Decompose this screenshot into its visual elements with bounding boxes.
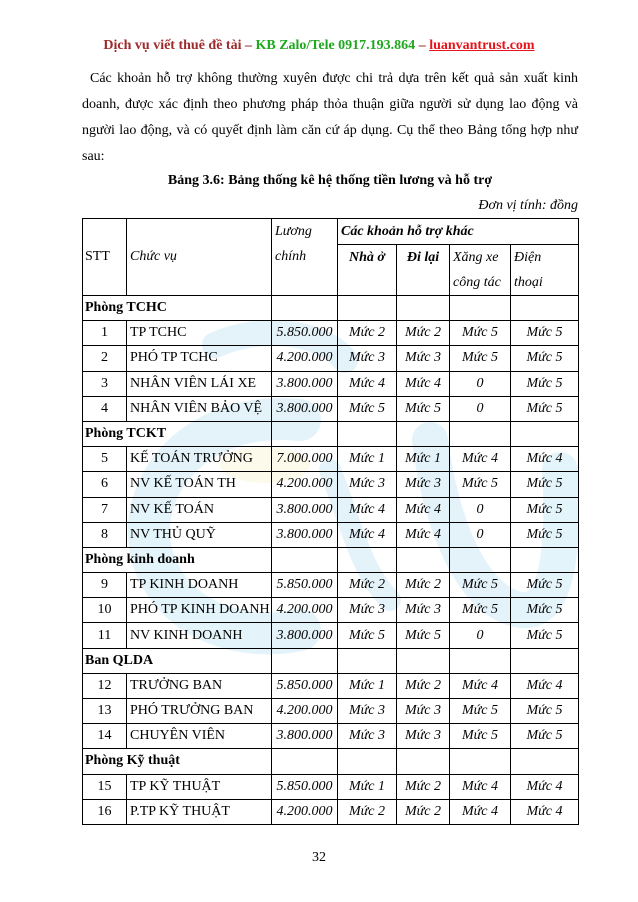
cell-stt: 16 — [83, 799, 127, 824]
table-header-row — [83, 219, 579, 245]
empty-cell — [511, 296, 579, 321]
cell-travel: Mức 4 — [397, 497, 450, 522]
empty-cell — [511, 648, 579, 673]
table-row — [83, 472, 579, 497]
cell-travel: Mức 3 — [397, 699, 450, 724]
cell-position: TP KỸ THUẬT — [127, 774, 272, 799]
table-body — [83, 296, 579, 825]
unit-note: Đơn vị tính: đồng — [478, 198, 578, 213]
cell-housing: Mức 3 — [338, 346, 397, 371]
empty-cell — [450, 421, 511, 446]
header-fuel-line: công tác — [453, 275, 501, 290]
empty-cell — [397, 648, 450, 673]
empty-cell — [511, 749, 579, 774]
group-row — [83, 648, 579, 673]
cell-fuel: Mức 4 — [450, 799, 511, 824]
cell-fuel: Mức 5 — [450, 724, 511, 749]
cell-phone: Mức 5 — [511, 371, 579, 396]
empty-cell — [450, 547, 511, 572]
cell-stt: 3 — [83, 371, 127, 396]
table-row — [83, 447, 579, 472]
cell-salary: 4.200.000 — [272, 346, 338, 371]
cell-fuel: Mức 5 — [450, 321, 511, 346]
cell-phone: Mức 4 — [511, 673, 579, 698]
empty-cell — [397, 749, 450, 774]
group-name: Phòng TCHC — [83, 296, 272, 321]
cell-salary: 4.200.000 — [272, 472, 338, 497]
empty-cell — [272, 421, 338, 446]
cell-fuel: Mức 5 — [450, 598, 511, 623]
cell-phone: Mức 5 — [511, 472, 579, 497]
cell-stt: 10 — [83, 598, 127, 623]
cell-salary: 5.850.000 — [272, 321, 338, 346]
cell-travel: Mức 5 — [397, 396, 450, 421]
cell-fuel: Mức 5 — [450, 573, 511, 598]
cell-fuel: Mức 4 — [450, 774, 511, 799]
empty-cell — [272, 296, 338, 321]
cell-salary: 3.800.000 — [272, 522, 338, 547]
cell-position: TP KINH DOANH — [127, 573, 272, 598]
cell-housing: Mức 4 — [338, 497, 397, 522]
cell-travel: Mức 3 — [397, 724, 450, 749]
empty-cell — [338, 296, 397, 321]
table-row — [83, 724, 579, 749]
table-row — [83, 522, 579, 547]
cell-housing: Mức 2 — [338, 799, 397, 824]
cell-position: PHÓ TP TCHC — [127, 346, 272, 371]
header-travel: Đi lại — [397, 245, 450, 296]
body-paragraph — [82, 66, 578, 170]
cell-housing: Mức 1 — [338, 774, 397, 799]
header-phone-line: Điện — [514, 250, 542, 265]
cell-fuel: Mức 5 — [450, 472, 511, 497]
header-allowances: Các khoản hỗ trợ khác — [338, 219, 579, 245]
cell-phone: Mức 5 — [511, 522, 579, 547]
header-position: Chức vụ — [127, 219, 272, 296]
cell-fuel: 0 — [450, 497, 511, 522]
table-row — [83, 598, 579, 623]
cell-travel: Mức 5 — [397, 623, 450, 648]
header-separator: – — [418, 38, 426, 53]
cell-housing: Mức 1 — [338, 447, 397, 472]
cell-stt: 2 — [83, 346, 127, 371]
cell-phone: Mức 4 — [511, 774, 579, 799]
cell-position: PHÓ TP KINH DOANH — [127, 598, 272, 623]
service-text: Dịch vụ viết thuê đề tài — [103, 38, 242, 53]
cell-position: P.TP KỸ THUẬT — [127, 799, 272, 824]
website-link[interactable]: luanvantrust.com — [429, 38, 535, 53]
table-row — [83, 396, 579, 421]
paragraph-line: Các khoản hỗ trợ không thường xuyên được chi trả dựa trên kết quả sản xuất kinh — [90, 71, 578, 86]
paragraph-line: người lao động, và có quyết định làm căn cứ áp dụng. Cụ thể theo Bảng tổng hợp như — [82, 123, 578, 138]
cell-salary: 3.800.000 — [272, 497, 338, 522]
cell-stt: 7 — [83, 497, 127, 522]
cell-salary: 3.800.000 — [272, 724, 338, 749]
cell-phone: Mức 5 — [511, 623, 579, 648]
cell-fuel: Mức 4 — [450, 447, 511, 472]
table-row — [83, 321, 579, 346]
cell-fuel: Mức 5 — [450, 346, 511, 371]
cell-travel: Mức 3 — [397, 346, 450, 371]
empty-cell — [511, 421, 579, 446]
cell-stt: 6 — [83, 472, 127, 497]
cell-travel: Mức 1 — [397, 447, 450, 472]
cell-stt: 11 — [83, 623, 127, 648]
cell-phone: Mức 5 — [511, 346, 579, 371]
cell-stt: 14 — [83, 724, 127, 749]
group-row — [83, 421, 579, 446]
table-row — [83, 799, 579, 824]
cell-fuel: 0 — [450, 623, 511, 648]
empty-cell — [450, 296, 511, 321]
cell-housing: Mức 3 — [338, 724, 397, 749]
header-salary-line: Lương — [275, 224, 312, 239]
empty-cell — [272, 547, 338, 572]
cell-stt: 4 — [83, 396, 127, 421]
cell-housing: Mức 1 — [338, 673, 397, 698]
empty-cell — [338, 749, 397, 774]
cell-travel: Mức 3 — [397, 472, 450, 497]
cell-salary: 3.800.000 — [272, 623, 338, 648]
cell-stt: 15 — [83, 774, 127, 799]
cell-travel: Mức 4 — [397, 522, 450, 547]
cell-position: NV KẾ TOÁN TH — [127, 472, 272, 497]
cell-position: NHÂN VIÊN LÁI XE — [127, 371, 272, 396]
cell-phone: Mức 5 — [511, 699, 579, 724]
cell-position: CHUYÊN VIÊN — [127, 724, 272, 749]
empty-cell — [511, 547, 579, 572]
cell-stt: 9 — [83, 573, 127, 598]
paragraph-line: doanh, được xác định theo phương pháp thỏa thuận giữa người sử dụng lao động và — [82, 97, 578, 112]
cell-housing: Mức 4 — [338, 522, 397, 547]
header-phone-line: thoại — [514, 275, 543, 290]
cell-phone: Mức 5 — [511, 724, 579, 749]
cell-salary: 3.800.000 — [272, 371, 338, 396]
cell-phone: Mức 5 — [511, 497, 579, 522]
group-name: Ban QLDA — [83, 648, 272, 673]
cell-fuel: Mức 5 — [450, 699, 511, 724]
cell-phone: Mức 5 — [511, 598, 579, 623]
cell-fuel: 0 — [450, 371, 511, 396]
cell-stt: 13 — [83, 699, 127, 724]
cell-salary: 7.000.000 — [272, 447, 338, 472]
cell-travel: Mức 2 — [397, 799, 450, 824]
group-row — [83, 296, 579, 321]
header-separator: – — [244, 38, 252, 53]
cell-fuel: 0 — [450, 522, 511, 547]
paragraph-line: sau: — [82, 149, 105, 164]
cell-travel: Mức 4 — [397, 371, 450, 396]
table-row — [83, 371, 579, 396]
table-row — [83, 774, 579, 799]
empty-cell — [450, 648, 511, 673]
cell-fuel: Mức 4 — [450, 673, 511, 698]
empty-cell — [272, 648, 338, 673]
cell-travel: Mức 3 — [397, 598, 450, 623]
empty-cell — [338, 648, 397, 673]
group-row — [83, 749, 579, 774]
cell-housing: Mức 3 — [338, 598, 397, 623]
header-salary-line: chính — [275, 249, 307, 264]
table-row — [83, 497, 579, 522]
cell-salary: 5.850.000 — [272, 774, 338, 799]
header-housing: Nhà ở — [338, 245, 397, 296]
empty-cell — [397, 296, 450, 321]
header-stt: STT — [83, 219, 127, 296]
cell-phone: Mức 5 — [511, 573, 579, 598]
page-header — [0, 37, 638, 55]
cell-travel: Mức 2 — [397, 774, 450, 799]
table-caption: Bảng 3.6: Bảng thống kê hệ thống tiền lương và hỗ trợ — [167, 173, 493, 188]
cell-housing: Mức 4 — [338, 371, 397, 396]
cell-position: TRƯỞNG BAN — [127, 673, 272, 698]
cell-housing: Mức 3 — [338, 699, 397, 724]
header-fuel — [450, 245, 511, 296]
cell-salary: 4.200.000 — [272, 799, 338, 824]
cell-travel: Mức 2 — [397, 573, 450, 598]
group-name: Phòng kinh doanh — [83, 547, 272, 572]
header-salary — [272, 219, 338, 296]
cell-housing: Mức 2 — [338, 321, 397, 346]
cell-phone: Mức 5 — [511, 321, 579, 346]
cell-salary: 4.200.000 — [272, 699, 338, 724]
cell-housing: Mức 2 — [338, 573, 397, 598]
cell-stt: 5 — [83, 447, 127, 472]
empty-cell — [450, 749, 511, 774]
empty-cell — [272, 749, 338, 774]
cell-stt: 1 — [83, 321, 127, 346]
table-row — [83, 673, 579, 698]
cell-position: NV THỦ QUỸ — [127, 522, 272, 547]
cell-phone: Mức 4 — [511, 799, 579, 824]
cell-salary: 5.850.000 — [272, 673, 338, 698]
page-number: 32 — [312, 850, 326, 865]
cell-position: NHÂN VIÊN BẢO VỆ — [127, 396, 272, 421]
cell-fuel: 0 — [450, 396, 511, 421]
cell-stt: 8 — [83, 522, 127, 547]
cell-position: TP TCHC — [127, 321, 272, 346]
cell-salary: 3.800.000 — [272, 396, 338, 421]
cell-travel: Mức 2 — [397, 673, 450, 698]
cell-travel: Mức 2 — [397, 321, 450, 346]
cell-housing: Mức 3 — [338, 472, 397, 497]
table-row — [83, 346, 579, 371]
group-name: Phòng TCKT — [83, 421, 272, 446]
cell-salary: 5.850.000 — [272, 573, 338, 598]
empty-cell — [338, 421, 397, 446]
group-row — [83, 547, 579, 572]
cell-position: KẾ TOÁN TRƯỞNG — [127, 447, 272, 472]
empty-cell — [397, 421, 450, 446]
table-row — [83, 699, 579, 724]
table-row — [83, 573, 579, 598]
salary-table — [82, 218, 579, 825]
cell-housing: Mức 5 — [338, 623, 397, 648]
cell-position: PHÓ TRƯỞNG BAN — [127, 699, 272, 724]
empty-cell — [338, 547, 397, 572]
group-name: Phòng Kỹ thuật — [83, 749, 272, 774]
contact-text: KB Zalo/Tele 0917.193.864 — [255, 38, 416, 53]
cell-position: NV KẾ TOÁN — [127, 497, 272, 522]
cell-housing: Mức 5 — [338, 396, 397, 421]
cell-phone: Mức 5 — [511, 396, 579, 421]
cell-position: NV KINH DOANH — [127, 623, 272, 648]
cell-salary: 4.200.000 — [272, 598, 338, 623]
empty-cell — [397, 547, 450, 572]
table-row — [83, 623, 579, 648]
header-phone — [511, 245, 579, 296]
cell-phone: Mức 4 — [511, 447, 579, 472]
cell-stt: 12 — [83, 673, 127, 698]
header-fuel-line: Xăng xe — [453, 250, 499, 265]
